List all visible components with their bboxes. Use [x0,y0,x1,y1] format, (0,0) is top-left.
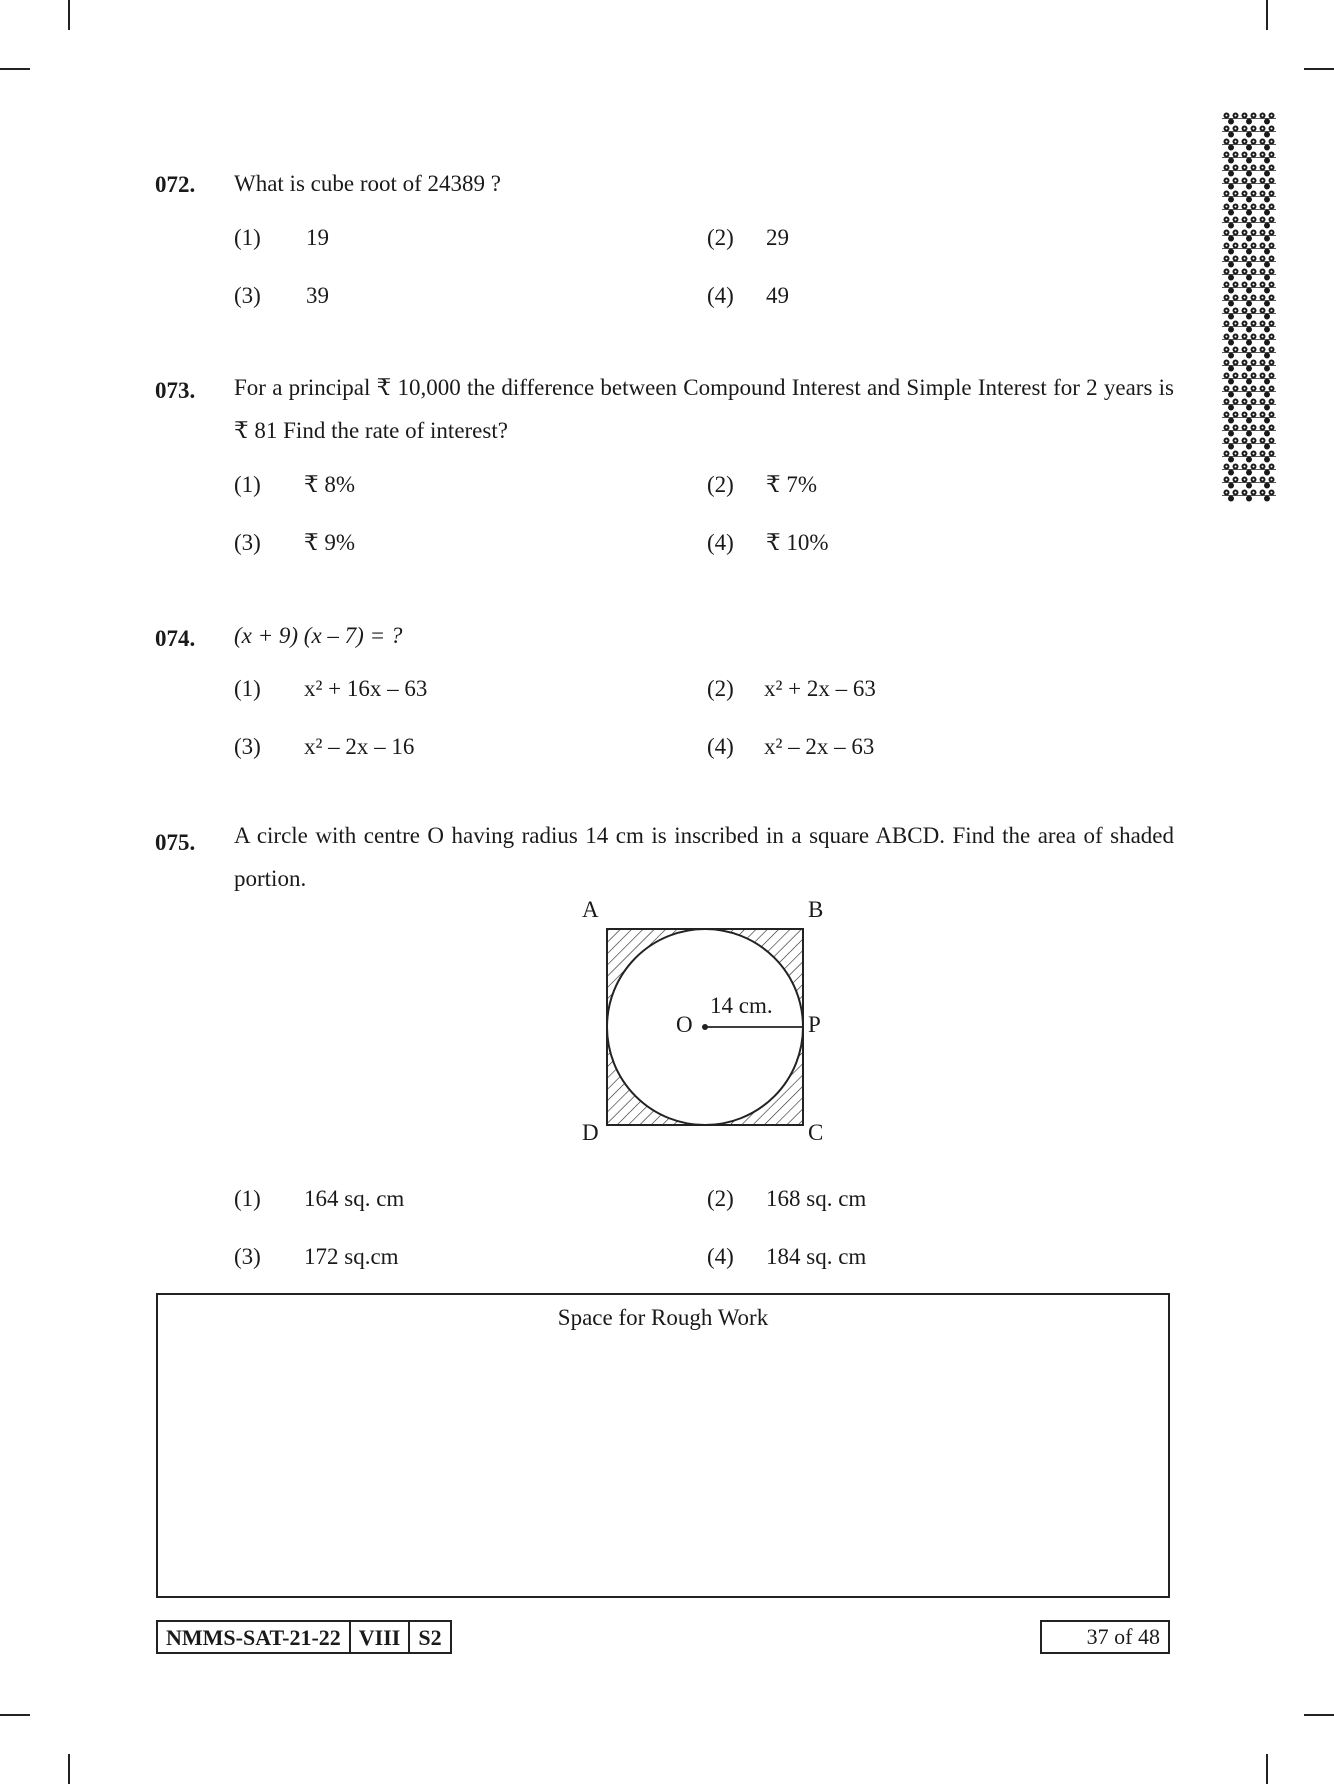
option-text: x² + 2x – 63 [764,676,876,701]
question-text: A circle with centre O having radius 14 cm is inscribed in a square ABCD. Find the area of shaded portion. [234,823,1174,891]
option-text: ₹ 8% [304,472,356,497]
exam-set: S2 [408,1622,449,1652]
option-number: (1) [234,225,261,250]
option-text: 29 [766,225,789,250]
option-number: (3) [234,1244,261,1269]
option-number: (3) [234,283,261,308]
option-text: ₹ 9% [304,530,356,555]
option-number: (1) [234,676,261,701]
crop-mark [1266,1754,1268,1784]
crop-mark [1266,0,1268,30]
option-text: x² – 2x – 63 [764,734,875,759]
rough-work-title: Space for Rough Work [557,1305,769,1330]
option-text: x² + 16x – 63 [304,676,428,701]
crop-mark [0,1714,30,1716]
option-number: (4) [707,734,734,759]
option-number: (1) [234,1186,261,1211]
question-number: 074. [155,626,196,651]
option-text: ₹ 10% [766,530,829,555]
crop-mark [1304,68,1334,70]
crop-mark [0,68,30,70]
option-text: ₹ 7% [766,472,818,497]
vertex-label-c: C [808,1120,824,1145]
vertex-label-b: B [808,897,824,922]
square-circle-figure [570,897,840,1150]
center-label-o: O [676,1012,693,1037]
option-text: x² – 2x – 16 [304,734,415,759]
exam-class: VIII [349,1622,409,1652]
crop-mark [1304,1714,1334,1716]
rough-work-box [156,1293,1170,1598]
question-text: What is cube root of 24389 ? [234,171,501,196]
exam-code-box [156,1620,452,1654]
page-number: 37 of 48 [1040,1620,1170,1654]
option-number: (2) [707,1186,734,1211]
option-number: (2) [707,676,734,701]
exam-code: NMMS-SAT-21-22 [166,1625,341,1650]
option-text: 164 sq. cm [304,1186,405,1211]
question-text: (x + 9) (x – 7) = ? [234,623,403,648]
option-text: 172 sq.cm [304,1244,399,1269]
decorative-border-pattern [1222,112,1276,502]
crop-mark [68,0,70,30]
vertex-label-a: A [582,897,599,922]
figure-drawing [570,900,840,1150]
option-number: (4) [707,530,734,555]
crop-mark [68,1754,70,1784]
option-number: (4) [707,283,734,308]
vertex-label-d: D [582,1120,599,1145]
option-number: (3) [234,734,261,759]
option-number: (2) [707,472,734,497]
radius-label: 14 cm. [710,993,773,1018]
option-text: 184 sq. cm [766,1244,867,1269]
question-number: 075. [155,830,196,855]
question-number: 072. [155,172,196,197]
center-point [702,1024,708,1030]
option-text: 39 [306,283,329,308]
option-text: 168 sq. cm [766,1186,867,1211]
option-number: (1) [234,472,261,497]
question-number: 073. [155,378,196,403]
point-label-p: P [808,1012,821,1037]
option-number: (3) [234,530,261,555]
option-number: (4) [707,1244,734,1269]
question-text: For a principal ₹ 10,000 the difference between Compound Interest and Simple Interest for 2 years is ₹ 81 Find the rate of interest? [234,375,1174,443]
option-text: 19 [306,225,329,250]
option-text: 49 [766,283,789,308]
option-number: (2) [707,225,734,250]
